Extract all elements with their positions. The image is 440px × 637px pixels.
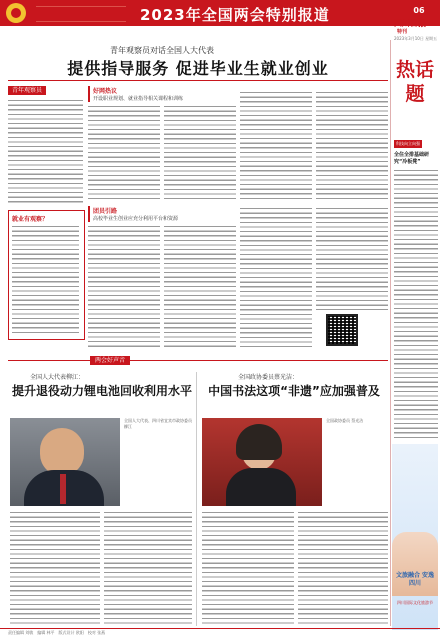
column-divider [196,372,197,626]
article-left-photo [10,418,120,506]
page-number: 06 [412,4,426,18]
paper-name: 四川日报 [394,19,426,28]
subhead-2-title: 团员引路 [93,208,118,215]
lead-headline: 提供指导服务 促进毕业生就业创业 [67,59,329,78]
lead-col-2 [164,104,236,202]
lead-col-5 [88,224,160,348]
subhead-1-text: 开设职业规划、就业指导相关课程和训练 [93,96,184,102]
article-left-col-2 [104,510,192,626]
lead-kicker: 青年观察员对话全国人大代表 [110,46,214,55]
section-tag: 青年观察员 [8,86,46,95]
lead-rule [8,80,388,81]
edition-label: 特刊 [397,29,408,35]
masthead-title: 2023年全国两会特别报道 [140,6,330,24]
article-right-caption: 全国政协委员 蔡光洁 [326,418,364,423]
sidebar-divider [390,40,391,626]
lead-col-1 [88,104,160,202]
sidebar-text [394,168,438,440]
lead-col-6 [164,224,236,348]
subhead-1-title: 好网热议 [93,88,118,95]
page-footer: 责任编辑 刘敏 编辑 林平 版式设计 欧阳 校对 张燕 [0,628,440,636]
hot-topic-title: 热话题 [395,59,434,105]
lead-intro-text [8,98,83,206]
article-left-headline: 提升退役动力锂电池回收利用水平 [12,384,193,398]
section-band: 两会好声音 [90,356,130,365]
article-right-kicker: 全国政协委员蔡光洁： [238,374,299,381]
side-box-title: 就业有观察？ [12,216,49,223]
lead-col-3 [240,90,312,202]
ad-slogan: 文旅融合 安逸四川 [395,572,435,587]
subhead-1 [88,86,183,102]
side-box-text [12,224,79,334]
issue-date: 2023年3月10日 星期五 [394,36,438,41]
article-left-kicker: 全国人大代表柳江： [30,374,85,381]
lead-col-7 [240,206,312,348]
party-emblem-icon [6,3,26,23]
article-right-col-1 [202,510,294,626]
lead-col-4 [316,90,388,202]
qr-code [326,314,358,346]
subhead-2 [88,206,178,222]
section-band-line [8,360,388,361]
lead-col-8 [316,206,388,310]
subhead-2-text: 高校毕业生创业应充分利用平台和资源 [93,216,179,222]
article-right-col-2 [298,510,388,626]
masthead-banner [0,0,440,26]
decorative-pattern [36,6,126,22]
article-right-headline: 中国书法这项“非遗”应加强普及 [208,384,380,398]
side-box [8,210,85,340]
sidebar-section-tag: 科技向立向强 [396,141,420,146]
ad-sub: 四川国际文化旅游节 [397,600,433,605]
article-left-caption: 全国人大代表、四川省宜宾市政协委员 柳江 [124,418,192,429]
tourism-ad [392,444,438,630]
sidebar-headline: 全住全排基础研究“冷板凳” [394,152,430,165]
article-left-col-1 [10,510,100,626]
article-right-photo [202,418,322,506]
